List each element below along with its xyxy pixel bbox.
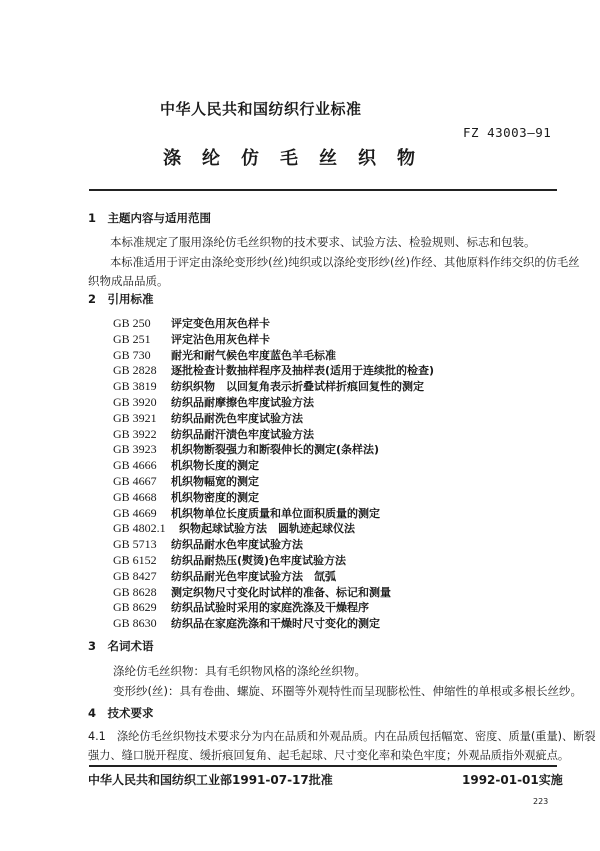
- reference-item: [113, 615, 380, 631]
- standard-description: 评定变色用灰色样卡: [171, 317, 270, 330]
- standard-description: 机织物单位长度质量和单位面积质量的测定: [171, 506, 380, 520]
- reference-item: [113, 552, 346, 568]
- reference-item: [113, 457, 259, 473]
- standard-description: 纺织品耐汗渍色牢度试验方法: [171, 427, 314, 441]
- standard-number: GB 251: [113, 331, 151, 346]
- standard-description: 纺织品试验时采用的家庭洗涤及干燥程序: [171, 601, 369, 615]
- reference-item: [113, 473, 259, 489]
- standard-description: 耐光和耐气候色牢度蓝色羊毛标准: [171, 348, 336, 362]
- standard-code: FZ 43003—91: [463, 125, 552, 140]
- term-definition: 涤纶仿毛丝织物：具有毛织物风格的涤纶丝织物。: [113, 664, 366, 678]
- standard-description: 纺织品耐洗色牢度试验方法: [171, 411, 303, 425]
- reference-item: [113, 568, 336, 584]
- term-definition: 变形纱(丝)：具有卷曲、螺旋、环圈等外观特性而呈现膨松性、伸缩性的单根或多根长丝纱。: [113, 684, 582, 698]
- standard-description: 逐批检查计数抽样程序及抽样表(适用于连续批的检查): [171, 364, 435, 378]
- reference-item: [113, 347, 336, 363]
- approval-date: 中华人民共和国纺织工业部1991-07-17批准: [88, 773, 333, 787]
- reference-item: [113, 584, 391, 600]
- standard-description: 纺织品耐光色牢度试验方法 氙弧: [171, 569, 336, 583]
- section-1-heading: 1 主题内容与适用范围: [88, 211, 212, 225]
- standard-number: GB 3921: [113, 410, 157, 425]
- standard-number: GB 5713: [113, 537, 157, 552]
- reference-item: [113, 410, 303, 426]
- standard-description: 机织物密度的测定: [171, 490, 259, 504]
- standard-number: GB 4802.1: [113, 521, 166, 536]
- standard-number: GB 8630: [113, 616, 157, 631]
- standard-number: GB 3920: [113, 395, 157, 409]
- section-3-heading: 3 名词术语: [88, 639, 154, 653]
- standard-number: GB 250: [113, 316, 151, 330]
- document-title: 涤纶仿毛丝织物: [163, 148, 436, 169]
- reference-item: [113, 536, 303, 552]
- standard-description: 测定织物尺寸变化时试样的准备、标记和测量: [171, 585, 391, 599]
- effective-date: 1992-01-01实施: [462, 773, 563, 787]
- standard-description: 纺织品在家庭洗涤和干燥时尺寸变化的测定: [171, 617, 380, 631]
- reference-item: [113, 489, 259, 505]
- standard-number: GB 3923: [113, 442, 157, 457]
- reference-item: [113, 394, 314, 410]
- header-divider: [89, 189, 557, 191]
- reference-item: [113, 599, 369, 615]
- issuing-organization: 中华人民共和国纺织行业标准: [160, 100, 362, 118]
- section-1-paragraph: 本标准规定了服用涤纶仿毛丝织物的技术要求、试验方法、检验规则、标志和包装。: [110, 235, 536, 249]
- reference-item: [113, 315, 270, 331]
- reference-item: [113, 520, 355, 536]
- standard-description: 机织物幅宽的测定: [171, 475, 259, 488]
- section-4-paragraph: 强力、缝口脱开程度、缓折痕回复角、起毛起球、尺寸变化率和染色牢度；外观品质指外观疵点。: [88, 749, 570, 762]
- standard-number: GB 2828: [113, 363, 157, 378]
- standard-description: 纺织品耐摩擦色牢度试验方法: [171, 396, 314, 409]
- section-1-paragraph: 织物成品品质。: [88, 274, 169, 288]
- standard-description: 纺织品耐水色牢度试验方法: [171, 538, 303, 552]
- standard-number: GB 730: [113, 347, 151, 362]
- standard-number: GB 3922: [113, 426, 157, 441]
- reference-item: [113, 331, 270, 347]
- standard-number: GB 4667: [113, 474, 157, 488]
- reference-item: [113, 441, 379, 457]
- standard-number: GB 4666: [113, 458, 157, 473]
- standard-description: 织物起球试验方法 圆轨迹起球仪法: [179, 522, 355, 536]
- standard-description: 机织物断裂强力和断裂伸长的测定(条样法): [171, 443, 380, 457]
- section-4-paragraph: 4.1 涤纶仿毛丝织物技术要求分为内在品质和外观品质。内在品质包括幅宽、密度、质量(重量)、断裂: [88, 730, 596, 743]
- section-4-heading: 4 技术要求: [88, 706, 154, 720]
- standard-description: 评定沾色用灰色样卡: [171, 332, 270, 346]
- reference-item: [113, 426, 314, 442]
- standard-number: GB 4668: [113, 489, 157, 504]
- standard-number: GB 3819: [113, 379, 157, 394]
- standard-description: 纺织品耐热压(熨烫)色牢度试验方法: [171, 554, 347, 567]
- reference-item: [113, 378, 424, 394]
- page-number: 223: [533, 797, 549, 806]
- standard-number: GB 8629: [113, 600, 157, 615]
- footer-divider: [89, 765, 557, 767]
- standard-number: GB 8427: [113, 568, 157, 583]
- standard-description: 纺织织物 以回复角表示折叠试样折痕回复性的测定: [171, 380, 424, 394]
- standard-number: GB 6152: [113, 553, 157, 567]
- standard-number: GB 8628: [113, 584, 157, 599]
- standard-number: GB 4669: [113, 505, 157, 520]
- section-2-heading: 2 引用标准: [88, 292, 154, 306]
- standard-description: 机织物长度的测定: [171, 459, 259, 473]
- reference-item: [113, 362, 434, 378]
- reference-item: [113, 505, 380, 521]
- section-1-paragraph: 本标准适用于评定由涤纶变形纱(丝)纯织或以涤纶变形纱(丝)作经、其他原料作纬交织的仿毛丝: [110, 256, 580, 269]
